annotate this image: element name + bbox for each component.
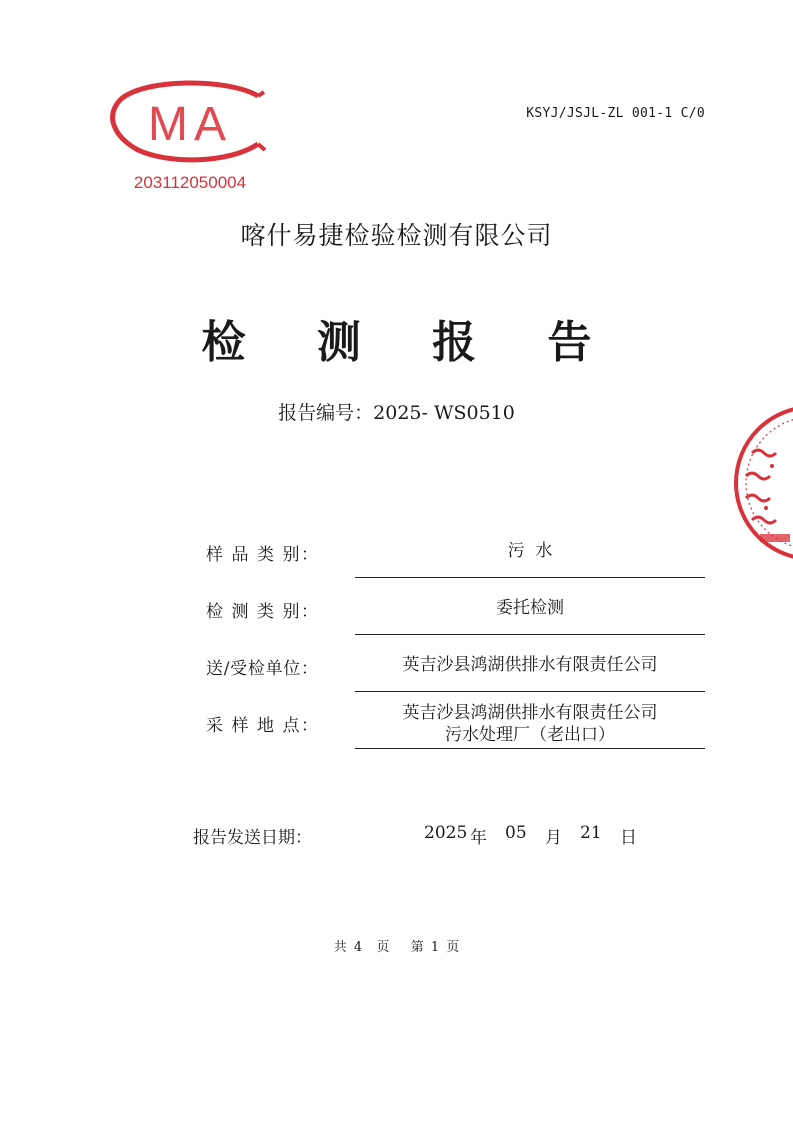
- client-label: 送/受检单位：: [206, 659, 318, 679]
- report-title: 检 测 报 告: [201, 317, 620, 368]
- date-day-unit: 日: [620, 828, 637, 848]
- test-type-label: 检 测 类 别：: [206, 602, 318, 622]
- date-month: 05: [505, 823, 527, 843]
- sampling-site-line2: 污水处理厂（老出口）: [445, 725, 615, 745]
- sampling-site-underline: [355, 748, 705, 749]
- ma-cert-number: 203112050004: [133, 173, 247, 192]
- test-type-underline: [355, 634, 705, 635]
- date-day: 21: [580, 823, 602, 843]
- client-underline: [355, 691, 705, 692]
- company-seal: [722, 398, 793, 568]
- ma-mark-text: MA: [148, 98, 232, 151]
- sampling-site-value: [355, 702, 705, 746]
- date-month-unit: 月: [545, 828, 562, 848]
- date-year: 2025: [424, 823, 468, 843]
- sample-type-label: 样 品 类 别：: [206, 545, 318, 565]
- sampling-site-label: 采 样 地 点：: [206, 716, 318, 736]
- sample-type-value: 污 水: [507, 541, 553, 561]
- client-value: 英吉沙县鸿湖供排水有限责任公司: [402, 655, 658, 675]
- sampling-site-line1: 英吉沙县鸿湖供排水有限责任公司: [402, 703, 658, 723]
- document-code: KSYJ/JSJL-ZL 001-1 C/0: [526, 106, 705, 121]
- date-year-unit: 年: [470, 828, 487, 848]
- sample-type-underline: [355, 577, 705, 578]
- company-name: 喀什易捷检验检测有限公司: [240, 221, 553, 250]
- page-counter: 共 4 页 第 1 页: [333, 940, 460, 955]
- send-date-label: 报告发送日期：: [193, 828, 312, 848]
- test-type-value: 委托检测: [496, 598, 564, 618]
- report-number: 报告编号：2025- WS0510: [278, 402, 515, 424]
- ma-certification-stamp: [108, 78, 273, 198]
